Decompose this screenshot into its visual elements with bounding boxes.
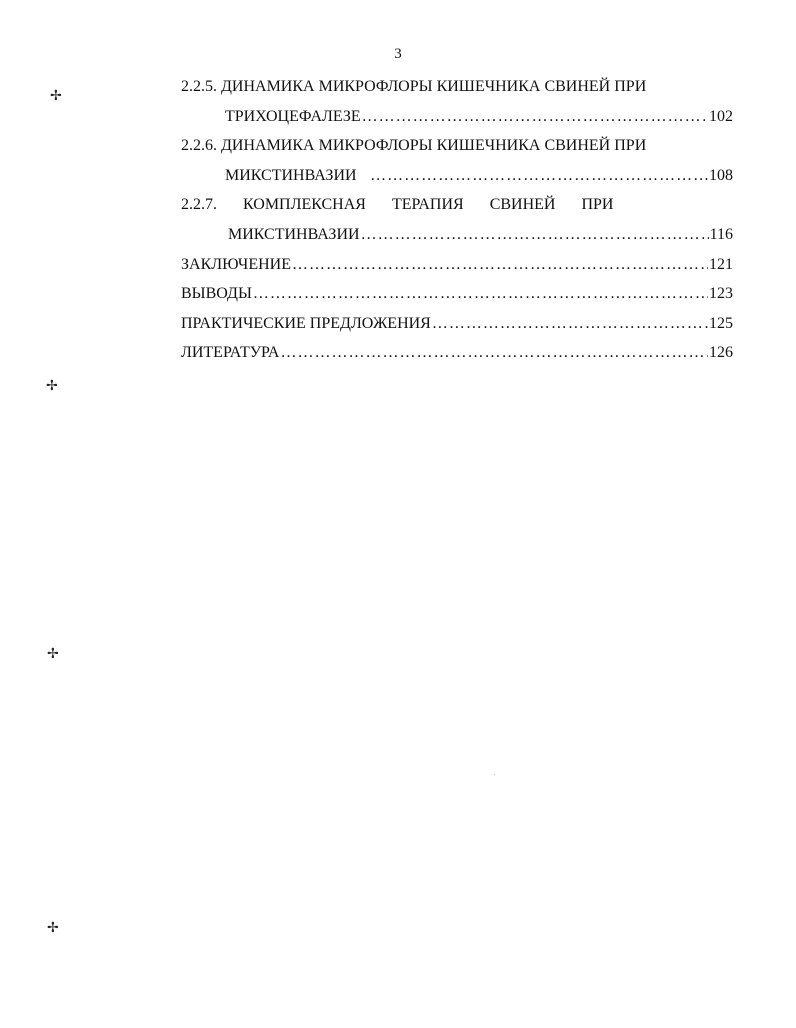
toc-entry-practical-proposals bbox=[181, 309, 733, 339]
toc-entry-findings bbox=[181, 279, 733, 309]
dot-leader bbox=[280, 338, 708, 368]
toc-entry-text: МИКСТИНВАЗИИ bbox=[228, 225, 360, 243]
toc-entry-2-2-6-line-1 bbox=[181, 131, 733, 161]
toc-entry-2-2-5-line-2 bbox=[181, 102, 733, 132]
toc-page-number: 121 bbox=[709, 255, 733, 273]
dot-leader bbox=[361, 220, 709, 250]
dot-leader bbox=[432, 309, 708, 339]
toc-entry-text: ВЫВОДЫ bbox=[181, 285, 252, 303]
toc-entry-text: 2.2.7. КОМПЛЕКСНАЯ ТЕРАПИЯ СВИНЕЙ ПРИ bbox=[181, 196, 614, 214]
toc-page-number: 126 bbox=[709, 344, 733, 362]
toc-entry-text: 2.2.6. ДИНАМИКА МИКРОФЛОРЫ КИШЕЧНИКА СВИНЕЙ ПРИ bbox=[181, 137, 647, 155]
toc-page-number: 102 bbox=[709, 107, 733, 125]
toc-entry-text: ПРАКТИЧЕСКИЕ ПРЕДЛОЖЕНИЯ bbox=[181, 314, 431, 332]
scan-mark-icon: ✢ bbox=[46, 378, 58, 394]
toc-page-number: 116 bbox=[709, 225, 733, 243]
toc-page-number: 123 bbox=[709, 285, 733, 303]
toc-page-number: 108 bbox=[709, 166, 733, 184]
dot-leader bbox=[292, 250, 708, 280]
toc-entry-text: ТРИХОЦЕФАЛЕЗЕ bbox=[225, 107, 361, 125]
toc-entry-2-2-7-line-2 bbox=[181, 220, 733, 250]
toc-entry-text: ЛИТЕРАТУРА bbox=[181, 344, 280, 362]
toc-entry-text: МИКСТИНВАЗИИ bbox=[225, 166, 357, 184]
toc-entry-literature bbox=[181, 338, 733, 368]
toc-entry-2-2-5-line-1 bbox=[181, 72, 733, 102]
speck-icon: · bbox=[494, 772, 496, 777]
scan-mark-icon: ✢ bbox=[50, 88, 62, 104]
scan-mark-icon: ✢ bbox=[47, 920, 59, 936]
toc-entry-2-2-7-line-1 bbox=[181, 190, 733, 220]
page-number: 3 bbox=[394, 46, 402, 62]
dot-leader bbox=[253, 279, 708, 309]
toc-entry-text: 2.2.5. ДИНАМИКА МИКРОФЛОРЫ КИШЕЧНИКА СВИНЕЙ ПРИ bbox=[181, 78, 647, 95]
toc-page-number: 125 bbox=[709, 314, 733, 332]
dot-leader bbox=[370, 161, 708, 191]
toc-entry-2-2-6-line-2 bbox=[181, 161, 733, 191]
scan-mark-icon: ✢ bbox=[47, 646, 59, 662]
dot-leader bbox=[362, 102, 708, 132]
table-of-contents bbox=[181, 72, 733, 368]
toc-entry-conclusion bbox=[181, 250, 733, 280]
toc-entry-text: ЗАКЛЮЧЕНИЕ bbox=[181, 255, 291, 273]
